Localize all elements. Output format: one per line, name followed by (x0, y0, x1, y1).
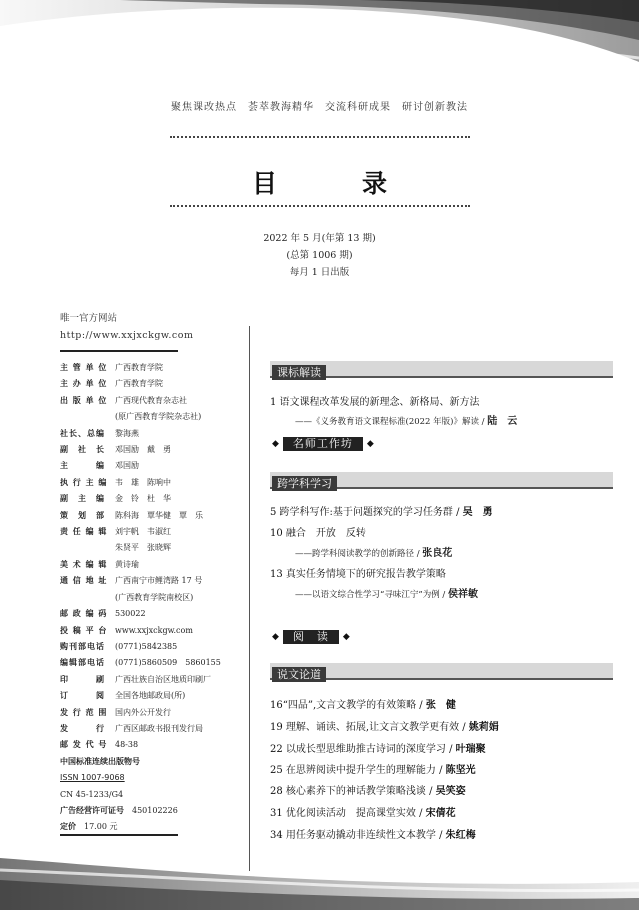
toc-entry[interactable] (270, 740, 486, 755)
masthead-row (60, 672, 245, 688)
masthead-row (60, 393, 245, 409)
masthead-row (60, 409, 245, 425)
section-header-kuaxueke (270, 472, 613, 489)
left-rule-top (60, 350, 178, 352)
toc-entry[interactable] (270, 718, 499, 733)
masthead-value: www.xxjxckgw.com (115, 625, 193, 635)
toc-entry[interactable] (270, 761, 476, 776)
section-label: 说文论道 (272, 667, 326, 682)
toc-entry-title: 19 理解、诵读、拓展,让文言文教学更有效 / (270, 722, 469, 733)
column-band-yuedu (272, 630, 350, 644)
masthead-row (60, 491, 245, 507)
masthead-value: 国内外公开发行 (115, 707, 171, 717)
masthead-label: 策 划 部 (60, 510, 105, 520)
issn: ISSN 1007-9068 (60, 773, 125, 783)
masthead-value: 48-38 (115, 740, 139, 750)
masthead-value: 黎海燕 (115, 428, 139, 438)
toc-entry[interactable] (270, 565, 446, 580)
top-wave-decoration (0, 0, 639, 70)
masthead-value: 广西区邮政书报刊发行局 (115, 723, 203, 733)
page-title: 目 录 (251, 169, 417, 198)
column-band-mingshi (272, 437, 374, 451)
toc-entry-author: 侯祥敏 (447, 589, 478, 600)
masthead-label: 副 主 编 (60, 494, 105, 504)
masthead-value: 广西教育学院 (115, 363, 163, 372)
slogan: 聚焦课改热点 荟萃教海精华 交流科研成果 研讨创新教法 (171, 102, 468, 113)
masthead-label (60, 590, 115, 606)
toc-entry-author: 陆 云 (487, 416, 518, 427)
column-band-label: 阅 读 (283, 630, 339, 644)
official-site (60, 310, 193, 344)
masthead-value: 邓国励 戴 勇 (115, 445, 171, 455)
toc-entry-author: 陈坚光 (445, 765, 476, 776)
section-header-kebiao (270, 361, 613, 378)
masthead-label: 社长、总编 (60, 428, 105, 438)
column-divider (249, 326, 250, 871)
masthead-label: 投 稿 平 台 (60, 625, 108, 635)
toc-entry-title: 16“四品”,文言文教学的有效策略 / (270, 700, 426, 711)
masthead-row (60, 475, 245, 491)
toc-entry-author: 叶瑞聚 (455, 744, 486, 755)
toc-entry-subtitle-text: ——跨学科阅读教学的创新路径 / (295, 549, 423, 559)
masthead-label: 副 社 长 (60, 445, 105, 455)
toc-entry[interactable] (270, 393, 480, 408)
toc-entry-author: 张良花 (422, 548, 453, 559)
masthead-label: 主 编 (60, 461, 105, 471)
masthead-value: (0771)5842385 (115, 641, 178, 651)
toc-entry-author: 张 健 (425, 700, 456, 711)
masthead-label (60, 409, 115, 425)
toc-entry-title: 5 跨学科写作:基于问题探究的学习任务群 / (270, 507, 463, 518)
masthead-row (60, 524, 245, 540)
masthead-row (60, 688, 245, 704)
toc-entry-title: 25 在思辨阅读中提升学生的理解能力 / (270, 765, 446, 776)
toc-entry-title: 1 语文课程改革发展的新理念、新格局、新方法 (270, 397, 480, 408)
masthead-value: (原广西教育学院杂志社) (115, 412, 202, 422)
masthead-value: 全国各地邮政局(所) (115, 691, 186, 701)
masthead-row (60, 590, 245, 606)
masthead-label: 发 行 范 围 (60, 707, 108, 717)
issue-date: 2022 年 5 月(年第 13 期) (263, 233, 376, 244)
masthead-label: 执 行 主 编 (60, 477, 108, 487)
masthead-value: (0771)5860509 5860155 (115, 658, 221, 668)
masthead-row (60, 737, 245, 753)
masthead-value: (广西教育学院南校区) (115, 592, 194, 602)
masthead-value: 广西现代教育杂志社 (115, 395, 187, 405)
toc-entry-author: 宋倩花 (425, 808, 456, 819)
masthead-row (60, 721, 245, 737)
issue-frequency: 每月 1 日出版 (289, 267, 350, 278)
toc-entry-author: 吴笑姿 (435, 786, 466, 797)
toc-entry-subtitle[interactable] (295, 585, 478, 600)
left-rule-bottom (60, 834, 178, 836)
masthead-value: 陈科海 覃华健 覃 乐 (115, 510, 203, 520)
masthead-row (60, 606, 245, 622)
masthead-value: 金 铃 杜 华 (115, 494, 171, 504)
masthead-value: 黄诗瑜 (115, 559, 139, 569)
masthead-row (60, 360, 245, 376)
masthead-label: 美 术 编 辑 (60, 559, 108, 569)
toc-entry-author: 吴 勇 (462, 507, 493, 518)
masthead-info (60, 360, 245, 836)
masthead-value: 刘宇帆 韦淑红 (115, 527, 171, 537)
masthead-row (60, 557, 245, 573)
dotted-divider-bottom (170, 205, 470, 207)
masthead-row (60, 705, 245, 721)
toc-entry-subtitle-text: ——《义务教育语文课程标准(2022 年版)》解读 / (295, 417, 488, 427)
official-site-url: http://www.xxjxckgw.com (60, 330, 194, 341)
masthead-label: 责 任 编 辑 (60, 527, 108, 537)
masthead-label: 出 版 单 位 (60, 395, 108, 405)
masthead-value: 邓国励 (115, 461, 139, 471)
masthead-row (60, 458, 245, 474)
masthead-row (60, 623, 245, 639)
toc-entry-subtitle[interactable] (295, 412, 517, 427)
ad-license (60, 803, 245, 819)
dotted-divider-top (170, 136, 470, 138)
masthead-row (60, 655, 245, 671)
toc-entry[interactable] (270, 696, 456, 711)
toc-entry-author: 朱红梅 (445, 830, 476, 841)
masthead-value: 韦 雄 陈响中 (115, 477, 171, 487)
masthead-value: 广西南宁市鲤湾路 17 号 (115, 576, 203, 586)
masthead-row (60, 442, 245, 458)
serial-number-label: 中国标准连续出版物号 (60, 756, 140, 766)
masthead-label: 邮 政 编 码 (60, 609, 108, 619)
ad-license-label: 广告经营许可证号 (60, 805, 124, 815)
diamond-icon: ◆ (272, 439, 279, 449)
masthead-label (60, 540, 115, 556)
toc-entry-title: 10 融合 开放 反转 (270, 528, 366, 539)
price-value: 17.00 元 (84, 822, 118, 832)
masthead-label: 主 办 单 位 (60, 379, 108, 389)
masthead-row (60, 376, 245, 392)
toc-entry[interactable] (270, 524, 366, 539)
masthead-row (60, 540, 245, 556)
masthead-row (60, 426, 245, 442)
masthead-label: 编辑部电话 (60, 658, 105, 668)
diamond-icon: ◆ (272, 632, 279, 642)
toc-entry-title: 31 优化阅读活动 提高课堂实效 / (270, 808, 426, 819)
toc-entry[interactable] (270, 826, 476, 841)
column-band-label: 名师工作坊 (283, 437, 363, 451)
toc-entry-subtitle-text: ——以语文综合性学习“寻味江宁”为例 / (295, 590, 448, 600)
masthead-row (60, 573, 245, 589)
toc-entry-title: 22 以成长型思维助推古诗词的深度学习 / (270, 744, 456, 755)
toc-entry-title: 13 真实任务情境下的研究报告教学策略 (270, 569, 446, 580)
masthead-label: 购刊部电话 (60, 641, 105, 651)
section-label: 课标解读 (272, 365, 326, 380)
masthead-label: 印 刷 (60, 674, 105, 684)
masthead-row (60, 508, 245, 524)
masthead-label: 发 行 (60, 723, 105, 733)
masthead-value: 朱贤平 张晓辉 (115, 543, 171, 553)
diamond-icon: ◆ (342, 632, 350, 642)
toc-entry-subtitle[interactable] (295, 544, 452, 559)
toc-entry[interactable] (270, 782, 466, 797)
diamond-icon: ◆ (366, 439, 374, 449)
masthead-value: 530022 (115, 609, 146, 619)
masthead-row (60, 639, 245, 655)
masthead-value: 广西教育学院 (115, 379, 163, 389)
issue-total-number: (总第 1006 期) (286, 250, 353, 261)
issue-info (0, 230, 639, 281)
bottom-wave-decoration (0, 840, 639, 910)
ad-license-value: 450102226 (132, 805, 178, 815)
masthead-label: 主 管 单 位 (60, 363, 108, 372)
section-header-shuowen (270, 663, 613, 680)
masthead-value: 广西壮族自治区地质印刷厂 (115, 674, 211, 684)
official-site-label: 唯一官方网站 (60, 313, 118, 324)
masthead-label: 订 阅 (60, 691, 105, 701)
price-label: 定价 (60, 822, 76, 832)
section-label: 跨学科学习 (272, 476, 337, 491)
cn-number: CN 45-1233/G4 (60, 789, 124, 799)
toc-entry[interactable] (270, 503, 493, 518)
toc-entry-title: 34 用任务驱动撬动非连续性文本教学 / (270, 830, 446, 841)
masthead-label: 邮 发 代 号 (60, 740, 108, 750)
toc-entry[interactable] (270, 804, 456, 819)
toc-entry-author: 姚莉娟 (468, 722, 499, 733)
masthead-label: 通 信 地 址 (60, 576, 108, 586)
toc-entry-title: 28 核心素养下的神话教学策略浅谈 / (270, 786, 436, 797)
